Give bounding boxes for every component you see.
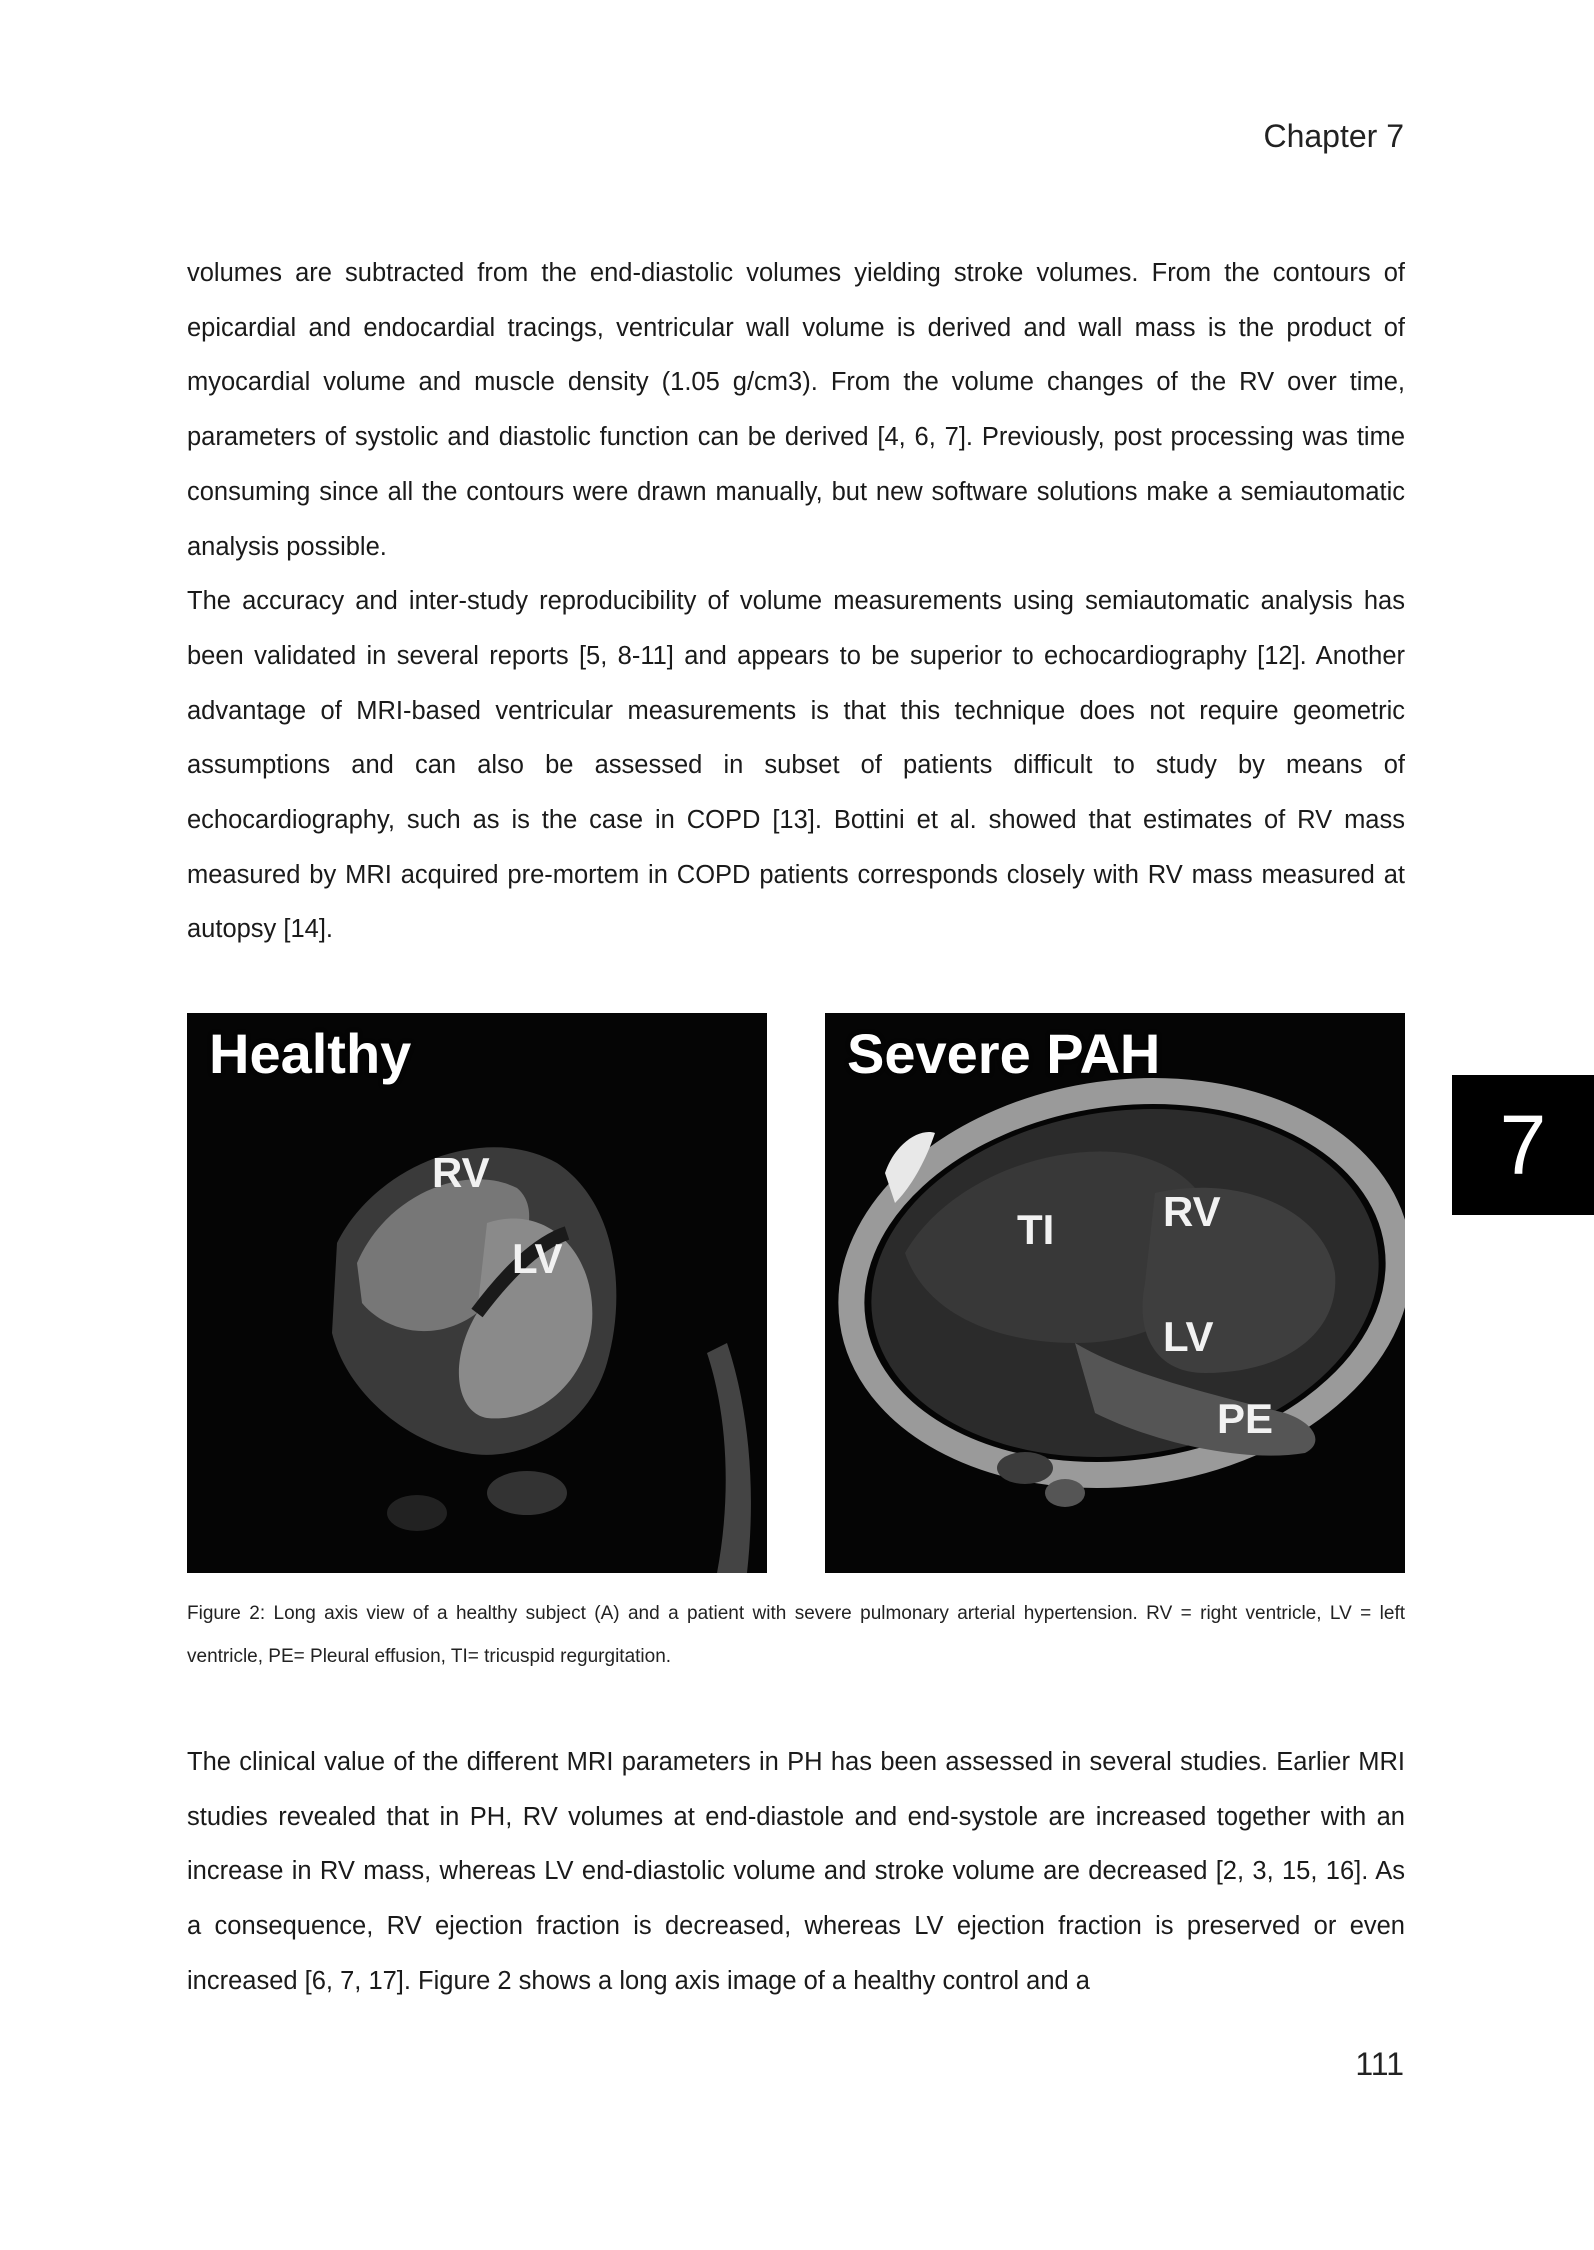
chapter-tab-marker [1452,1075,1594,1215]
paragraph: The accuracy and inter-study reproducibility of volume measurements using semiautomatic analysis has been validated in several reports [5, 8-11] and appears to be superior to echocardiography [12]. Another advantage of MRI-based ventricular measurements is that this technique does not require geometric assumptions and can also be assessed in subset of patients difficult to study by means of echocardiography, such as is the case in COPD [13]. Bottini et al. showed that estimates of RV mass measured by MRI acquired pre-mortem in COPD patients corresponds closely with RV mass measured at autopsy [14]. [187,587,1405,944]
label-pe-pah: PE [1217,1395,1274,1442]
paragraph: volumes are subtracted from the end-diastolic volumes yielding stroke volumes. From the contours of epicardial and endocardial tracings, ventricular wall volume is derived and wall mass is the product of myocardial volume and muscle density (1.05 g/cm3). From the volume changes of the RV over time, parameters of systolic and diastolic function can be derived [4, 6, 7]. Previously, post processing was time consuming since all the contours were drawn manually, but new software solutions make a semiautomatic analysis possible. [187,259,1405,561]
label-lv-pah: LV [1163,1313,1214,1360]
paragraph: The clinical value of the different MRI parameters in PH has been assessed in several studies. Earlier MRI studies revealed that in PH, RV volumes at end-diastole and end-systole are increased together with an increase in RV mass, whereas LV end-diastolic volume and stroke volume are decreased [2, 3, 15, 16]. As a consequence, RV ejection fraction is decreased, whereas LV ejection fraction is preserved or even increased [6, 7, 17]. Figure 2 shows a long axis image of a healthy control and a [187,1748,1405,1995]
mri-healthy-illustration [187,1013,767,1573]
chapter-tab-number: 7 [1499,1097,1547,1192]
page-number: 111 [1355,2046,1404,2082]
mri-pah-illustration [825,1013,1405,1573]
panel-title-severe-pah: Severe PAH [847,1022,1161,1085]
label-rv-pah: RV [1163,1188,1221,1235]
label-ti-pah: TI [1017,1206,1055,1253]
figure-2 [187,1013,1405,1573]
label-lv-healthy: LV [512,1235,563,1282]
mri-image-severe-pah [825,1013,1405,1573]
body-text-bottom [187,1735,1405,2009]
label-rv-healthy: RV [432,1149,490,1196]
running-header-chapter: Chapter 7 [1263,118,1404,154]
mri-image-healthy [187,1013,767,1573]
body-text-top [187,246,1405,957]
figure-caption: Figure 2: Long axis view of a healthy subject (A) and a patient with severe pulmonary arterial hypertension. RV = right ventricle, LV = left ventricle, PE= Pleural effusion, TI= tricuspid regurgitation. [187,1603,1405,1667]
panel-title-healthy: Healthy [209,1022,412,1085]
